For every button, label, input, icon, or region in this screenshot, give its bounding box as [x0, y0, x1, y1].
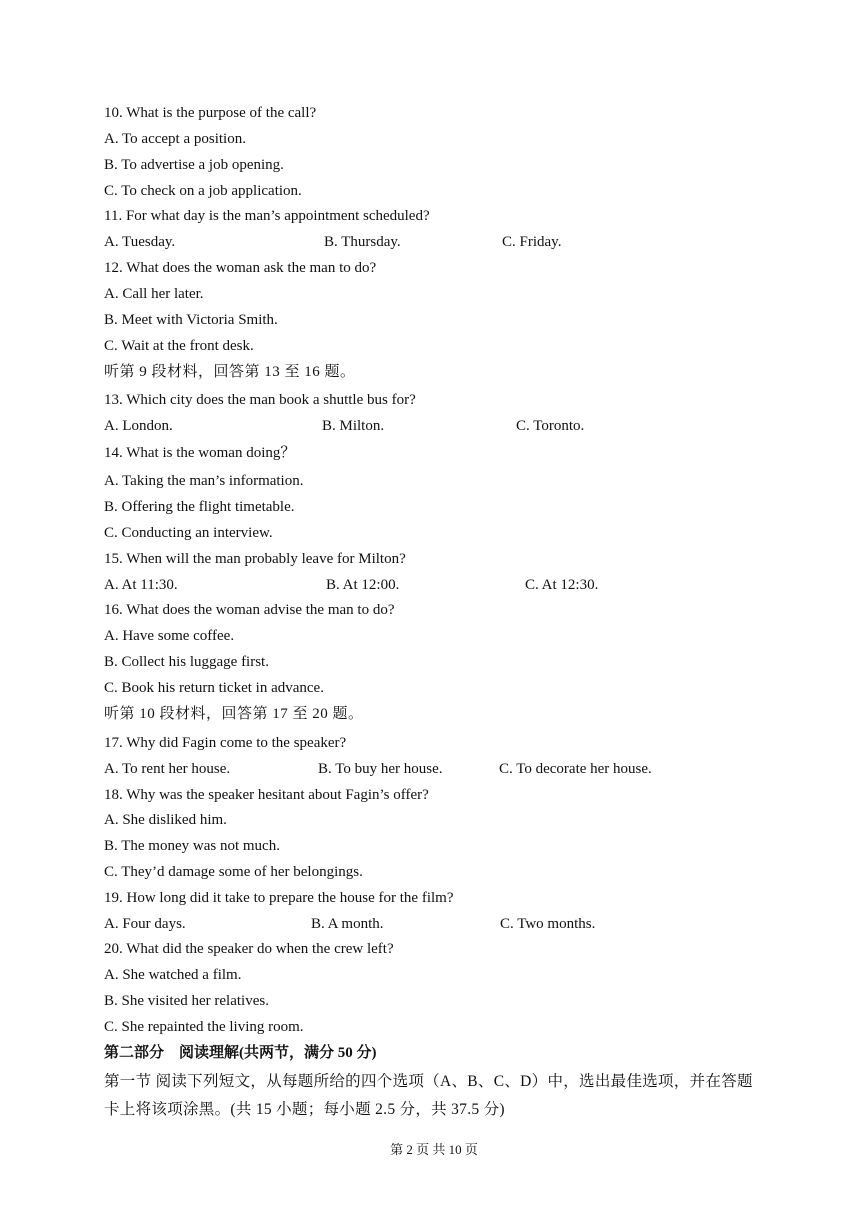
option-c: C. Wait at the front desk. — [104, 338, 254, 354]
option-b: B. At 12:00. — [326, 577, 400, 593]
option-a: A. Call her later. — [104, 286, 204, 302]
question-stem: 19. How long did it take to prepare the house for the film? — [104, 890, 454, 906]
option-b: B. To advertise a job opening. — [104, 157, 284, 173]
page-footer: 第 2 页 共 10 页 — [390, 1142, 478, 1157]
option-b: B. The money was not much. — [104, 838, 280, 854]
option-c: C. Toronto. — [516, 418, 585, 434]
option-a: A. Have some coffee. — [104, 628, 235, 644]
section-instruction: 听第 9 段材料，回答第 13 至 16 题。 — [104, 364, 356, 380]
option-b: B. A month. — [311, 916, 384, 932]
option-a: A. To rent her house. — [104, 761, 231, 777]
question-stem: 18. Why was the speaker hesitant about Fagin’s offer? — [104, 787, 429, 803]
option-b: B. She visited her relatives. — [104, 993, 269, 1009]
question-stem: 16. What does the woman advise the man to do? — [104, 602, 395, 618]
section-instruction: 第一节 阅读下列短文，从每题所给的四个选项（A、B、C、D）中，选出最佳选项，并在答题 — [104, 1073, 753, 1090]
option-c: C. Two months. — [500, 916, 596, 932]
option-a: A. At 11:30. — [104, 577, 178, 593]
option-c: C. At 12:30. — [525, 577, 599, 593]
part-heading: 第二部分 阅读理解(共两节，满分 50 分) — [104, 1045, 377, 1061]
question-stem: 15. When will the man probably leave for Milton? — [104, 551, 406, 567]
option-b: B. Offering the flight timetable. — [104, 499, 295, 515]
option-a: A. She watched a film. — [104, 967, 242, 983]
option-c: C. Conducting an interview. — [104, 525, 273, 541]
option-c: C. Friday. — [502, 234, 562, 250]
option-c: C. She repainted the living room. — [104, 1019, 304, 1035]
question-stem: 11. For what day is the man’s appointment scheduled? — [104, 208, 430, 224]
option-a: A. Tuesday. — [104, 234, 176, 250]
section-instruction: 听第 10 段材料，回答第 17 至 20 题。 — [104, 706, 364, 722]
question-stem: 10. What is the purpose of the call? — [104, 105, 317, 121]
option-c: C. To check on a job application. — [104, 183, 302, 199]
option-c: C. They’d damage some of her belongings. — [104, 864, 363, 880]
section-instruction-continued: 卡上将该项涂黑。(共 15 小题；每小题 2.5 分，共 37.5 分) — [104, 1101, 505, 1118]
question-stem: 17. Why did Fagin come to the speaker? — [104, 735, 347, 751]
question-stem: 20. What did the speaker do when the crew left? — [104, 941, 394, 957]
question-stem: 13. Which city does the man book a shuttle bus for? — [104, 392, 416, 408]
option-b: B. Thursday. — [324, 234, 401, 250]
option-c: C. To decorate her house. — [499, 761, 652, 777]
option-b: B. Meet with Victoria Smith. — [104, 312, 278, 328]
option-a: A. Four days. — [104, 916, 186, 932]
option-b: B. To buy her house. — [318, 761, 443, 777]
question-stem: 14. What is the woman doing？ — [104, 445, 296, 461]
option-b: B. Collect his luggage first. — [104, 654, 269, 670]
question-stem: 12. What does the woman ask the man to do? — [104, 260, 377, 276]
option-a: A. She disliked him. — [104, 812, 227, 828]
option-a: A. To accept a position. — [104, 131, 246, 147]
option-b: B. Milton. — [322, 418, 385, 434]
option-c: C. Book his return ticket in advance. — [104, 680, 324, 696]
option-a: A. Taking the man’s information. — [104, 473, 304, 489]
option-a: A. London. — [104, 418, 173, 434]
